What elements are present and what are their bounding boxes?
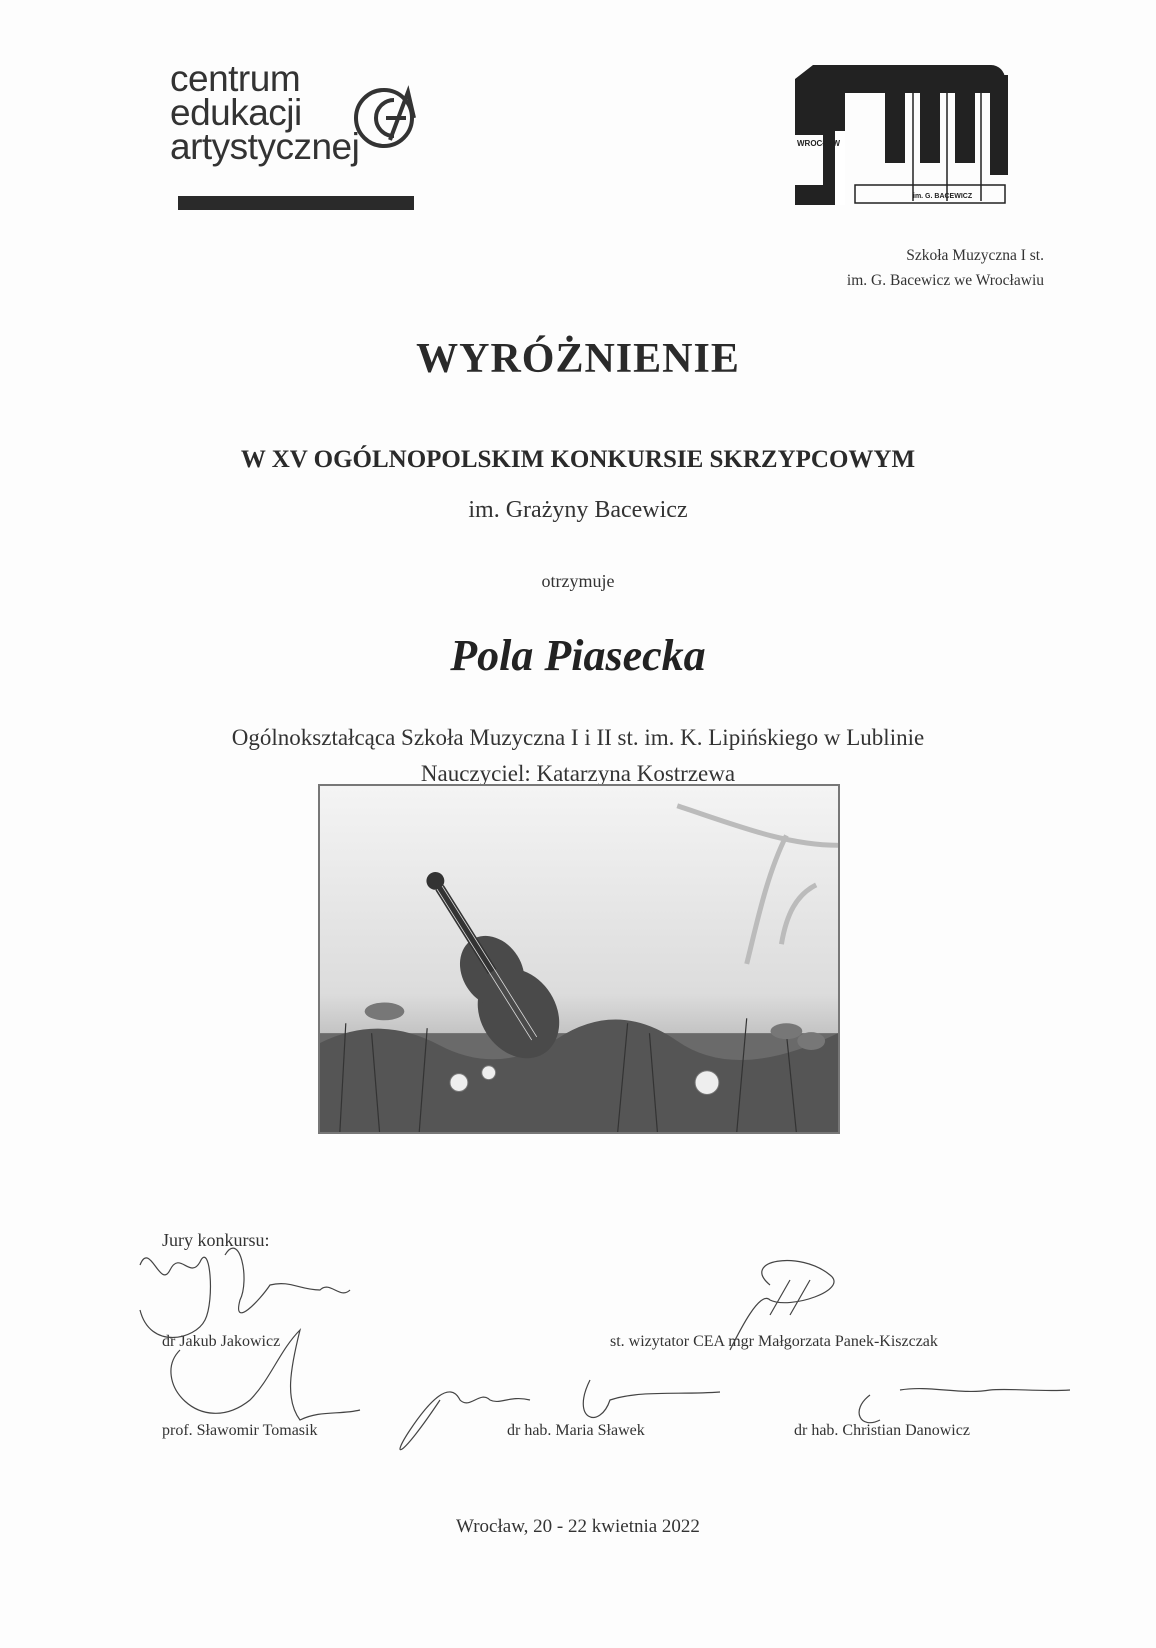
violin-meadow-illustration — [318, 784, 840, 1134]
school-address — [847, 243, 1044, 293]
competition-name: W XV OGÓLNOPOLSKIM KONKURSIE SKRZYPCOWYM — [240, 446, 916, 473]
jury-label: Jury konkursu: — [162, 1230, 270, 1250]
place-and-date: Wrocław, 20 - 22 kwietnia 2022 — [456, 1516, 700, 1537]
jury-member: dr hab. Christian Danowicz — [794, 1422, 970, 1439]
signature-danowicz — [859, 1389, 1070, 1423]
signature-jakowicz — [140, 1248, 350, 1337]
cea-emblem-icon — [350, 78, 418, 158]
school-address-line: Szkoła Muzyczna I st. — [906, 247, 1044, 264]
jury-member: prof. Sławomir Tomasik — [162, 1422, 318, 1439]
cea-logo-line: edukacji — [170, 92, 302, 133]
music-school-logo — [795, 65, 1010, 213]
logo-patron-text: im. G. BACEWICZ — [913, 193, 973, 200]
cea-logo-line: artystycznej — [170, 126, 360, 167]
logo-city-text: WROCŁAW — [797, 139, 841, 148]
school-address-line: im. G. Bacewicz we Wrocławiu — [846, 272, 1044, 289]
certificate-title: WYRÓŻNIENIE — [416, 336, 740, 382]
cea-logo-line: centrum — [170, 58, 301, 99]
jury-member: st. wizytator CEA mgr Małgorzata Panek-Kiszczak — [610, 1333, 938, 1350]
receives-label: otrzymuje — [541, 571, 615, 591]
recipient-name: Pola Piasecka — [450, 631, 706, 680]
jury-member: dr Jakub Jakowicz — [162, 1333, 281, 1350]
competition-patron: im. Grażyny Bacewicz — [468, 497, 688, 523]
jury-member: dr hab. Maria Sławek — [507, 1422, 645, 1439]
recipient-teacher: Nauczyciel: Katarzyna Kostrzewa — [420, 761, 736, 786]
cea-logo-bar — [178, 196, 414, 210]
recipient-school: Ogólnokształcąca Szkoła Muzyczna I i II st. im. K. Lipińskiego w Lublinie — [231, 725, 925, 750]
